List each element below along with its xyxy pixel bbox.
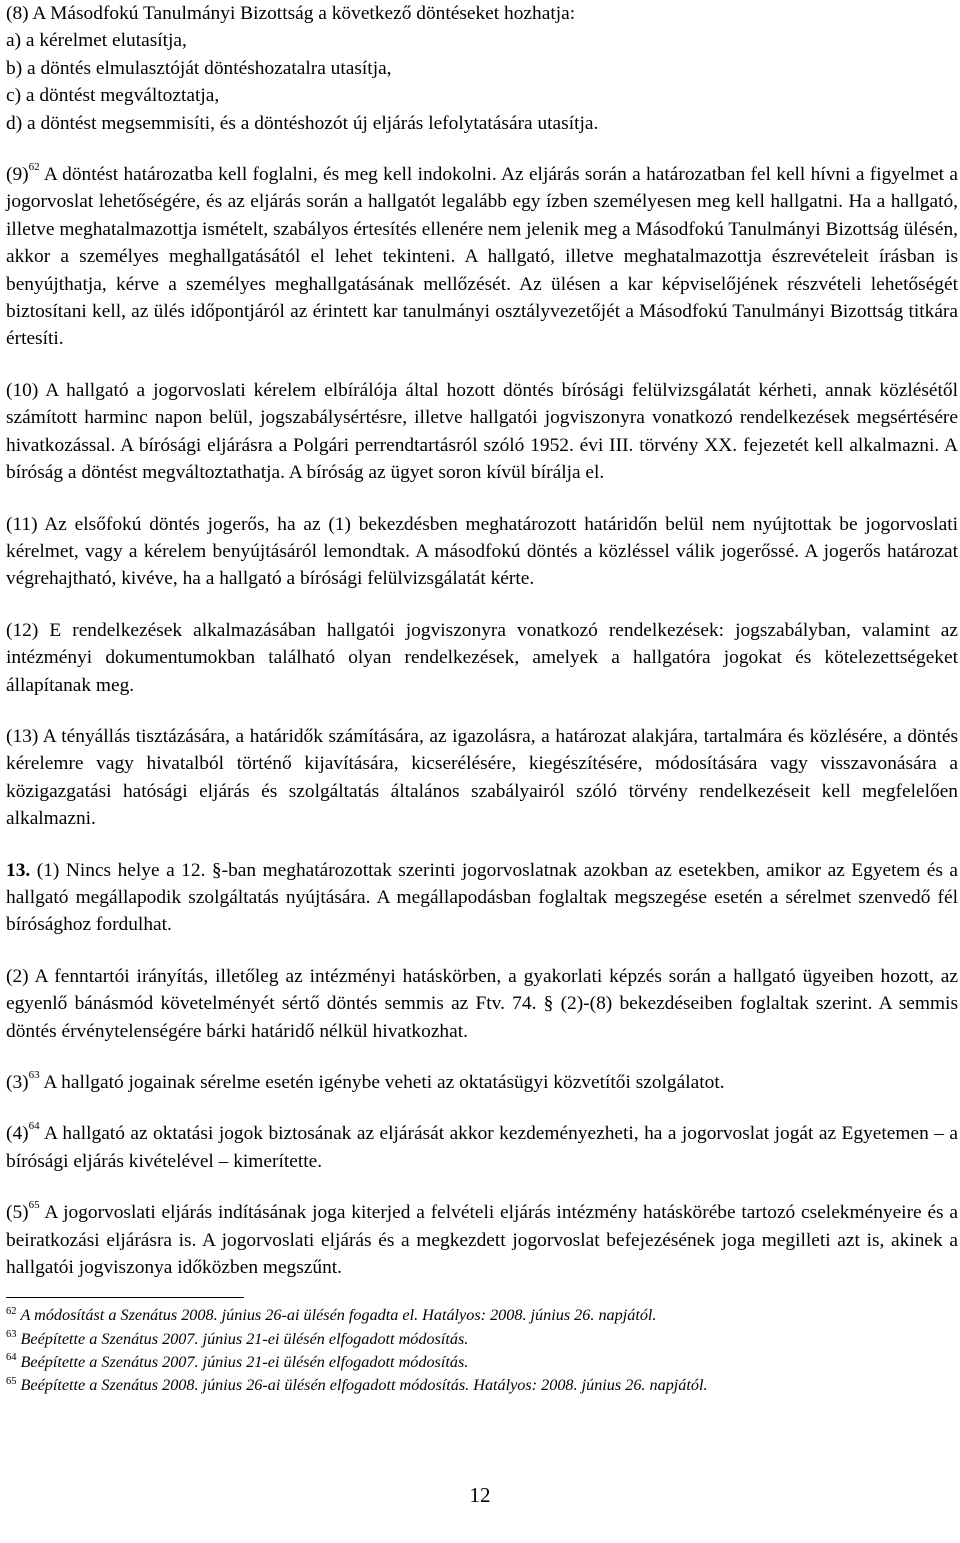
footnote-62 xyxy=(6,1304,958,1327)
paragraph-8-option-a: a) a kérelmet elutasítja, xyxy=(6,30,187,52)
footnote-62-number: 62 xyxy=(6,1306,17,1318)
section-13-paragraph-1-text: (1) Nincs helye a 12. §-ban meghatározottak szerinti jogorvoslatnak azokban az esetekben, amikor az Egyetem és a hallgató megállapodik szolgáltatás nyújtására. A megállapodásban foglaltak megszegése esetén a sérelmet szenvedő fél bírósághoz fordulhat. xyxy=(6,859,958,936)
footnote-62-text: A módosítást a Szenátus 2008. június 26-ai ülésén fogadta el. Hatályos: 2008. június 26. napjától. xyxy=(20,1306,657,1325)
footnote-ref-64[interactable]: 64 xyxy=(28,1119,40,1132)
page-number: 12 xyxy=(469,1483,491,1507)
paragraph-12: (12) E rendelkezések alkalmazásában hallgatói jogviszonyra vonatkozó rendelkezések: jogszabályban, valamint az intézményi dokumentumokban található olyan rendelkezések, amelyek a hallgatóra jogokat és kötelezettségeket állapítanak meg. xyxy=(6,619,958,696)
footnote-ref-65[interactable]: 65 xyxy=(28,1198,40,1211)
section-13-paragraph-1 xyxy=(6,857,958,939)
section-13-number: 13. xyxy=(6,859,31,881)
section-13-paragraph-3-number: (3) xyxy=(6,1072,29,1093)
paragraph-9-number: (9) xyxy=(6,164,29,186)
section-13-paragraph-2: (2) A fenntartói irányítás, illetőleg az intézményi hatáskörben, a gyakorlati képzés során a hallgató ügyeiben hozott, az egyenlő bánásmód követelményét sértő döntés semmis az Ftv. 74. § (2)-(8) bekezdéseiben foglaltak szerint. A semmis döntés érvénytelenségére bárki határidő nélkül hivatkozhat. xyxy=(6,965,958,1042)
section-13-paragraph-5-text: A jogorvoslati eljárás indításának joga kiterjed a felvételi eljárás intézmény hatáskörébe tartozó cselekményeire és a beiratkozási eljárásra is. A jogorvoslati eljárás és a megkezdett jogorvoslat befejezésének joga megilleti azt is, akinek a hallgatói jogviszonya időközben megszűnt. xyxy=(6,1202,959,1279)
paragraph-11: (11) Az elsőfokú döntés jogerős, ha az (1) bekezdésben meghatározott határidőn belül nem nyújtottak be jogorvoslati kérelmet, vagy a kérelem benyújtásáról lemondtak. A másodfokú döntés a közléssel válik jogerőssé. A jogerős határozat végrehajtható, kivéve, ha a hallgató a bírósági felülvizsgálatát kérte. xyxy=(6,513,958,590)
footnote-63-number: 63 xyxy=(6,1329,17,1341)
footnotes xyxy=(6,1304,958,1397)
paragraph-8 xyxy=(6,0,958,137)
footnote-ref-63[interactable]: 63 xyxy=(28,1068,40,1081)
paragraph-9-text: A döntést határozatba kell foglalni, és meg kell indokolni. Az eljárás során a határozatban fel kell hívni a figyelmet a jogorvoslat lehetőségére, és az eljárás során a hallgatót legalább egy ízben személyesen meg kell hallgatni. Ha a hallgató, illetve meghatalmazottja ismételt, szabályos értesítés ellenére nem jelenik meg a Másodfokú Tanulmányi Bizottság ülésén, akkor a személyes meghallgatásától el lehet tekinteni. A hallgató, illetve meghatalmazottja észrevételeit írásban is benyújthatja, kérve a személyes meghallgatásának mellőzését. Az ülésen a kar képviselőjének részvételi lehetőségét biztosítani kell, az ülés időpontjáról az érintett kar tanulmányi osztályvezetőjét a Másodfokú Tanulmányi Bizottság titkára értesíti. xyxy=(6,164,958,350)
paragraph-8-option-d: d) a döntést megsemmisíti, és a döntéshozót új eljárás lefolytatására utasítja. xyxy=(6,112,599,134)
footnote-64-number: 64 xyxy=(6,1352,17,1364)
document-page xyxy=(6,0,958,1397)
section-13-paragraph-4-number: (4) xyxy=(6,1123,29,1145)
footnote-65 xyxy=(6,1374,958,1397)
section-13-paragraph-5 xyxy=(6,1199,958,1281)
paragraph-8-option-b: b) a döntés elmulasztóját döntéshozatalra utasítja, xyxy=(6,57,392,79)
footnote-63 xyxy=(6,1328,958,1351)
section-13-paragraph-3 xyxy=(6,1069,958,1096)
section-13-paragraph-4 xyxy=(6,1120,958,1175)
footnote-63-text: Beépítette a Szenátus 2007. június 21-ei ülésén elfogadott módosítás. xyxy=(20,1329,469,1348)
footnote-64-text: Beépítette a Szenátus 2007. június 21-ei ülésén elfogadott módosítás. xyxy=(20,1352,469,1371)
paragraph-8-intro: (8) A Másodfokú Tanulmányi Bizottság a következő döntéseket hozhatja: xyxy=(6,3,576,24)
paragraph-13: (13) A tényállás tisztázására, a határidők számítására, az igazolásra, a határozat alakjára, tartalmára és közlésére, a döntés kérelemre vagy hivatalból történő kijavítására, kicserélésére, kiegészítésére, módosítására vagy visszavonására a közigazgatási hatósági eljárás és szolgáltatás általános szabályairól szóló törvény rendelkezéseit kell megfelelően alkalmazni. xyxy=(6,725,958,830)
footnote-65-number: 65 xyxy=(6,1375,17,1387)
paragraph-10: (10) A hallgató a jogorvoslati kérelem elbírálója által hozott döntés bírósági felülvizsgálatát kérheti, annak közlésétől számított harminc napon belül, jogszabálysértésre, illetve hallgatói jogviszonyra vonatkozó rendelkezések megsértésére hivatkozással. A bírósági eljárásra a Polgári perrendtartásról szóló 1952. évi III. törvény XX. fejezetét kell alkalmazni. A bíróság a döntést megváltoztathatja. A bíróság az ügyet soron kívül bírálja el. xyxy=(6,379,958,484)
section-13-paragraph-5-number: (5) xyxy=(6,1202,29,1224)
paragraph-9 xyxy=(6,161,958,353)
footnote-separator xyxy=(6,1297,244,1298)
footnote-65-text: Beépítette a Szenátus 2008. június 26-ai ülésén elfogadott módosítás. Hatályos: 2008. június 26. napjától. xyxy=(20,1376,708,1395)
section-13-paragraph-3-text: A hallgató jogainak sérelme esetén igénybe veheti az oktatásügyi közvetítői szolgálatot. xyxy=(43,1072,725,1093)
footnote-ref-62[interactable]: 62 xyxy=(28,160,40,173)
section-13-paragraph-4-text: A hallgató az oktatási jogok biztosának az eljárását akkor kezdeményezheti, ha a jogorvoslat jogát az Egyetemen – a bírósági eljárás kivételével – kimerítette. xyxy=(6,1123,959,1172)
footnote-64 xyxy=(6,1351,958,1374)
paragraph-8-option-c: c) a döntést megváltoztatja, xyxy=(6,85,220,107)
